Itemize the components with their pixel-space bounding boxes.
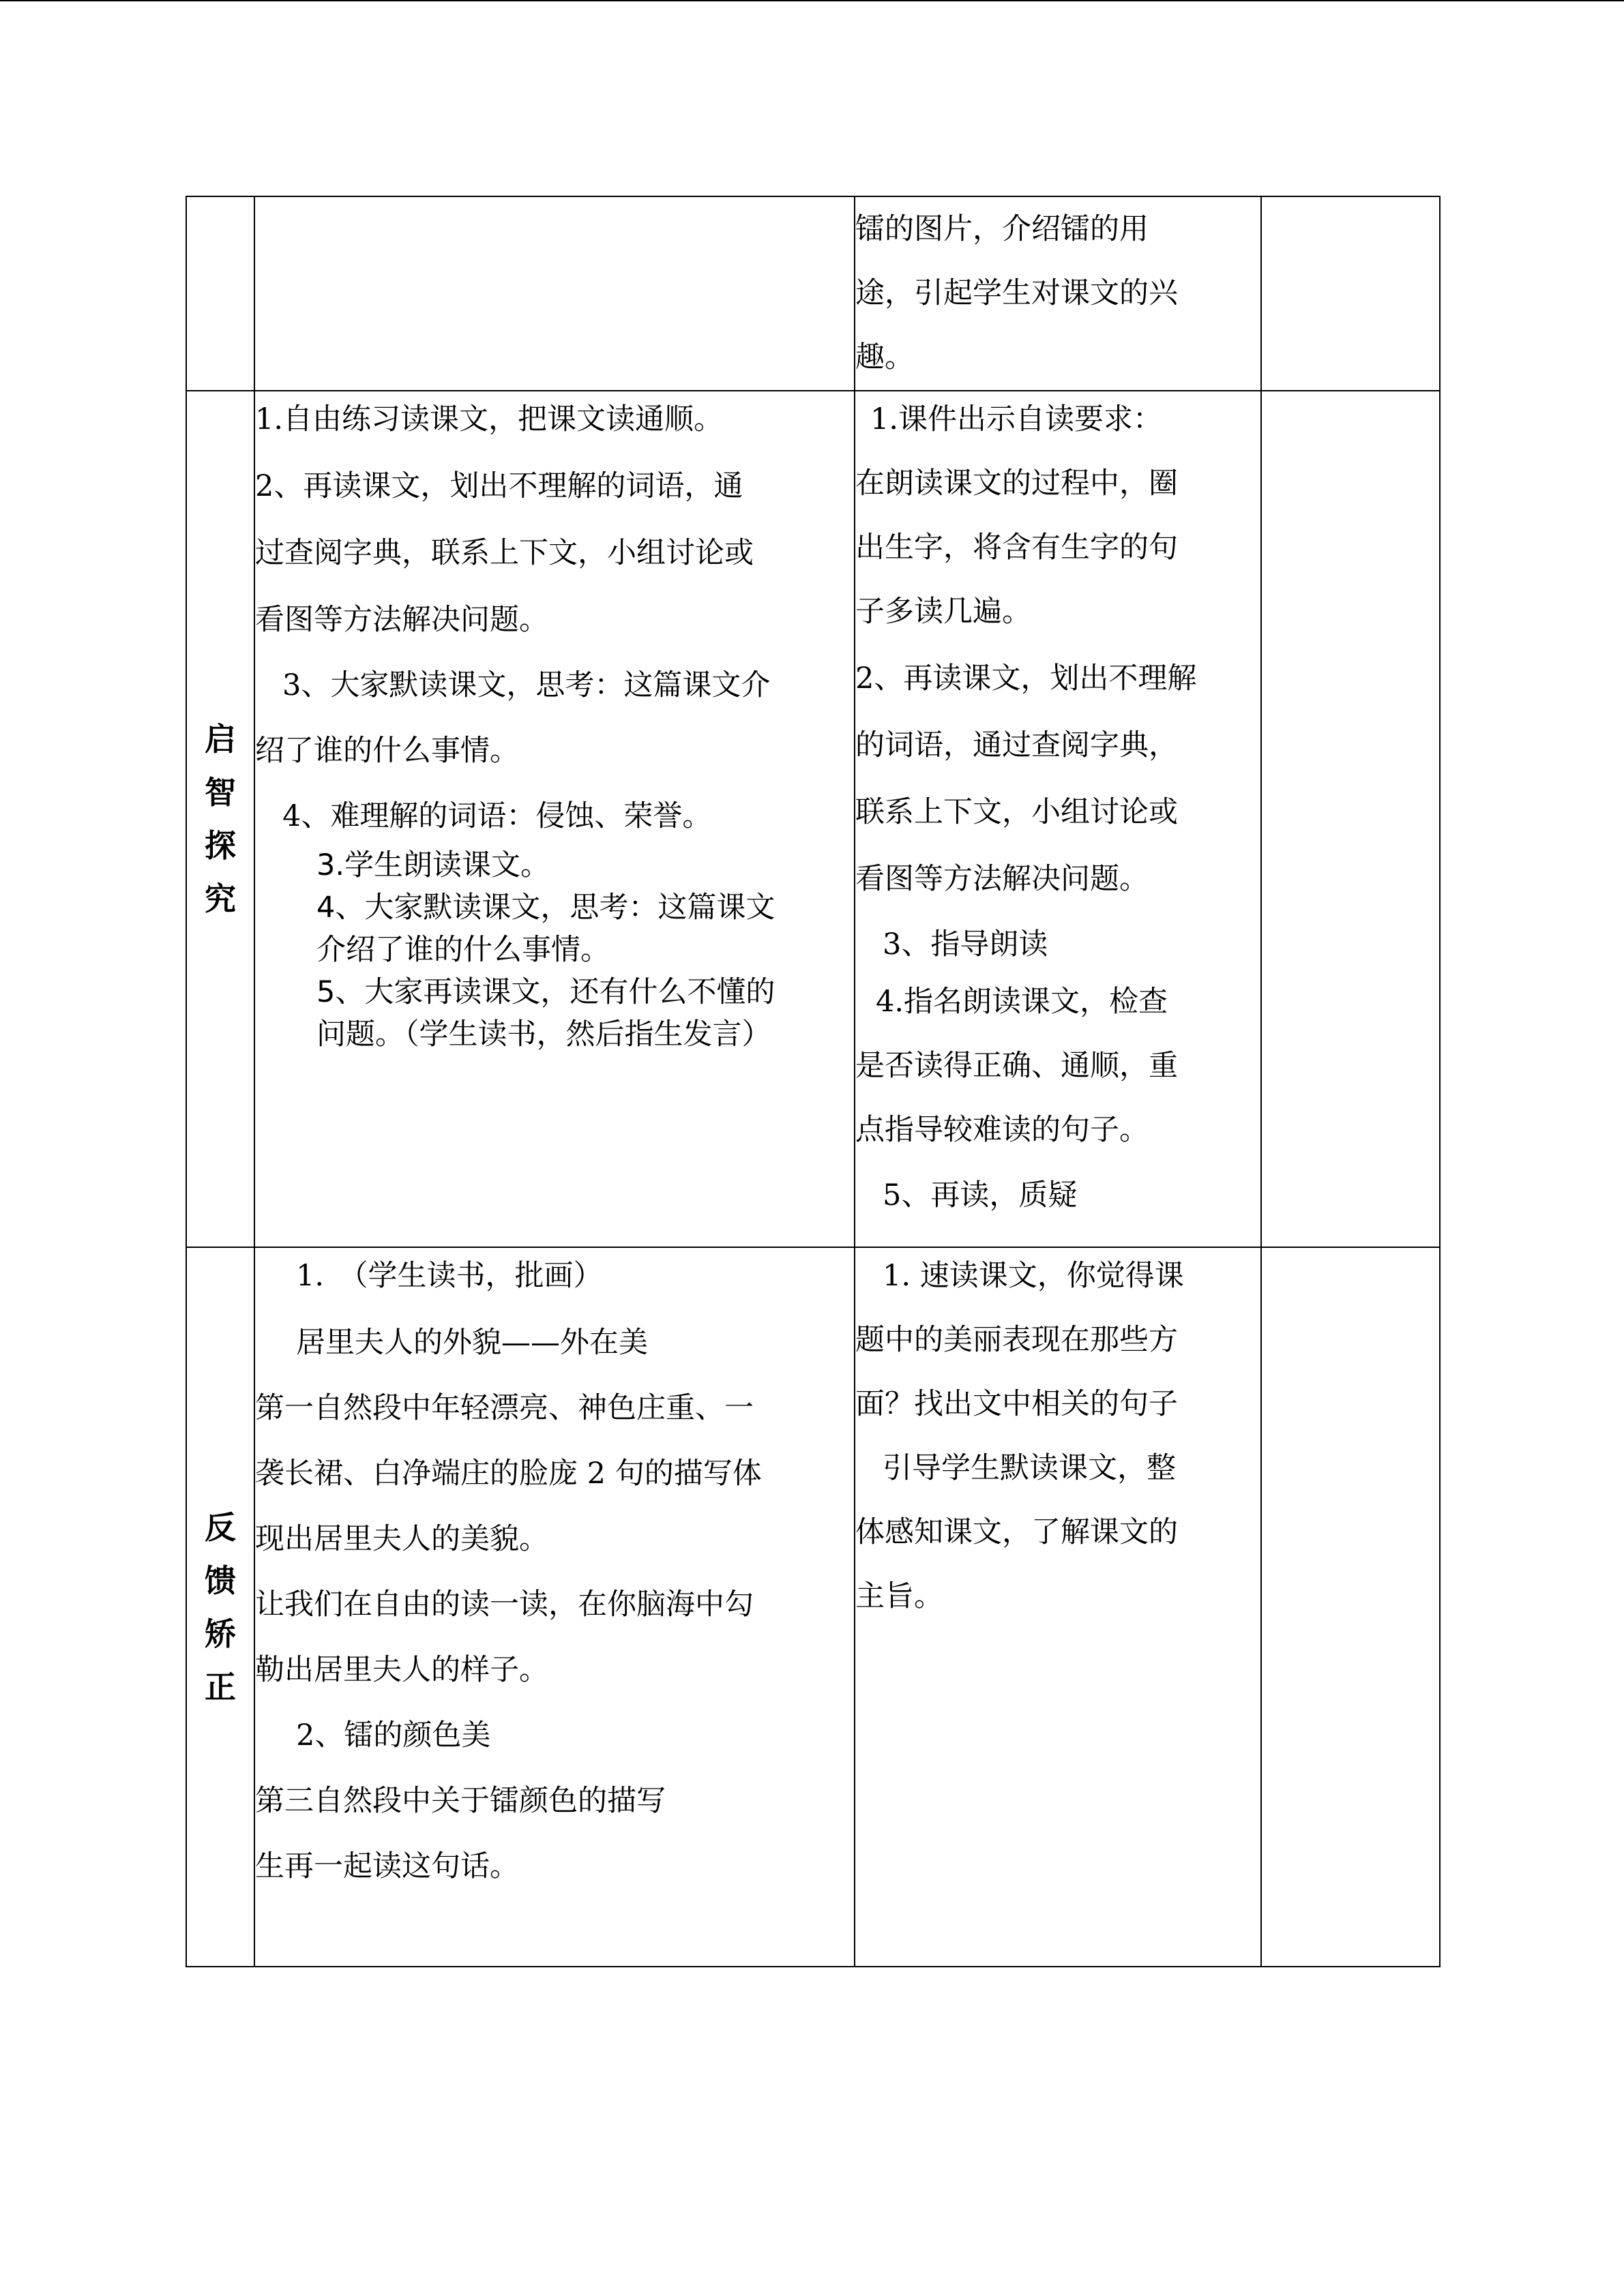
text-line: 引导学生默读课文，整	[883, 1451, 1176, 1485]
text-line: 5、再读，质疑	[883, 1178, 1078, 1212]
text-line: 3、指导朗读	[883, 927, 1048, 961]
text-line: 过查阅字典，联系上下文，小组讨论或	[255, 536, 754, 570]
text-line: 看图等方法解决问题。	[855, 862, 1149, 896]
notes-cell	[1261, 196, 1440, 391]
label-char: 启	[205, 721, 236, 758]
table-row-continuation	[186, 196, 1440, 391]
text-line: 5、大家再读课文，还有什么不懂的	[316, 975, 776, 1009]
text-line: 3、大家默读课文，思考：这篇课文介	[282, 668, 771, 702]
text-line: 4、大家默读课文，思考：这篇课文	[316, 891, 776, 925]
label-char: 探	[205, 827, 236, 864]
text-line: 联系上下文，小组讨论或	[855, 795, 1178, 829]
text-line: 1.自由练习读课文，把课文读通顺。	[255, 402, 724, 436]
text-line: 4、难理解的词语：侵蚀、荣誉。	[282, 799, 712, 833]
label-char: 馈	[205, 1562, 236, 1599]
section-label-explore	[186, 391, 254, 1247]
text-line: 2、镭的颜色美	[296, 1718, 491, 1753]
text-line: 的词语，通过查阅字典，	[855, 728, 1178, 762]
student-activity-cell	[254, 1247, 855, 1967]
student-activity-cell	[254, 196, 855, 391]
text-line: 面？找出文中相关的句子	[855, 1387, 1178, 1421]
text-line: 袭长裙、白净端庄的脸庞 2 句的描写体	[255, 1457, 762, 1491]
page-top-border	[0, 0, 1624, 1]
text-line: 第一自然段中年轻漂亮、神色庄重、一	[255, 1391, 754, 1425]
text-line: 2、再读课文，划出不理解的词语，通	[255, 469, 743, 503]
label-char: 正	[205, 1668, 236, 1705]
text-line: 现出居里夫人的美貌。	[255, 1522, 548, 1556]
text-line: 绍了谁的什么事情。	[255, 734, 519, 768]
label-char: 矫	[205, 1615, 236, 1652]
text-line: 在朗读课文的过程中，圈	[855, 466, 1178, 501]
text-line: 2、再读课文，划出不理解	[855, 661, 1197, 696]
label-char: 究	[205, 880, 236, 917]
section-label-feedback	[186, 1247, 254, 1967]
text-line: 1.课件出示自读要求：	[870, 402, 1163, 436]
text-line: 3.学生朗读课文。	[316, 848, 550, 882]
lesson-plan-table	[186, 196, 1441, 1967]
label-char: 反	[205, 1508, 236, 1546]
text-line: 4.指名朗读课文，检查	[876, 985, 1168, 1019]
table-row-explore	[186, 391, 1440, 1247]
text-line: 主旨。	[855, 1579, 943, 1613]
label-char: 智	[205, 774, 236, 811]
text-line: 1. 速读课文，你觉得课	[883, 1259, 1184, 1293]
text-line: 让我们在自由的读一读，在你脑海中勾	[255, 1587, 754, 1622]
student-activity-cell	[254, 391, 855, 1247]
text-line: 生再一起读这句话。	[255, 1849, 519, 1883]
teacher-activity-cell	[855, 391, 1261, 1247]
text-line: 题中的美丽表现在那些方	[855, 1323, 1178, 1357]
section-label-cell-empty	[186, 196, 254, 391]
teacher-activity-cell	[855, 1247, 1261, 1967]
text-line: 途，引起学生对课文的兴	[855, 276, 1178, 310]
text-line: 介绍了谁的什么事情。	[316, 933, 610, 967]
text-line: 子多读几遍。	[855, 595, 1031, 629]
text-line: 问题。（学生读书，然后指生发言）	[316, 1017, 771, 1052]
text-line: 体感知课文，了解课文的	[855, 1515, 1178, 1549]
text-line: 勒出居里夫人的样子。	[255, 1653, 548, 1687]
text-line: 点指导较难读的句子。	[855, 1113, 1149, 1147]
teacher-activity-cell	[855, 196, 1261, 391]
text-line: 看图等方法解决问题。	[255, 603, 548, 637]
text-line: 出生字，将含有生字的句	[855, 531, 1178, 565]
text-line: 居里夫人的外貌——外在美	[296, 1326, 648, 1360]
text-line: 第三自然段中关于镭颜色的描写	[255, 1784, 666, 1818]
notes-cell	[1261, 1247, 1440, 1967]
text-line: 镭的图片，介绍镭的用	[855, 212, 1149, 246]
notes-cell	[1261, 391, 1440, 1247]
text-line: 1. （学生读书，批画）	[296, 1259, 603, 1293]
text-line: 是否读得正确、通顺，重	[855, 1049, 1178, 1083]
text-line: 趣。	[855, 340, 914, 374]
table-row-feedback	[186, 1247, 1440, 1967]
